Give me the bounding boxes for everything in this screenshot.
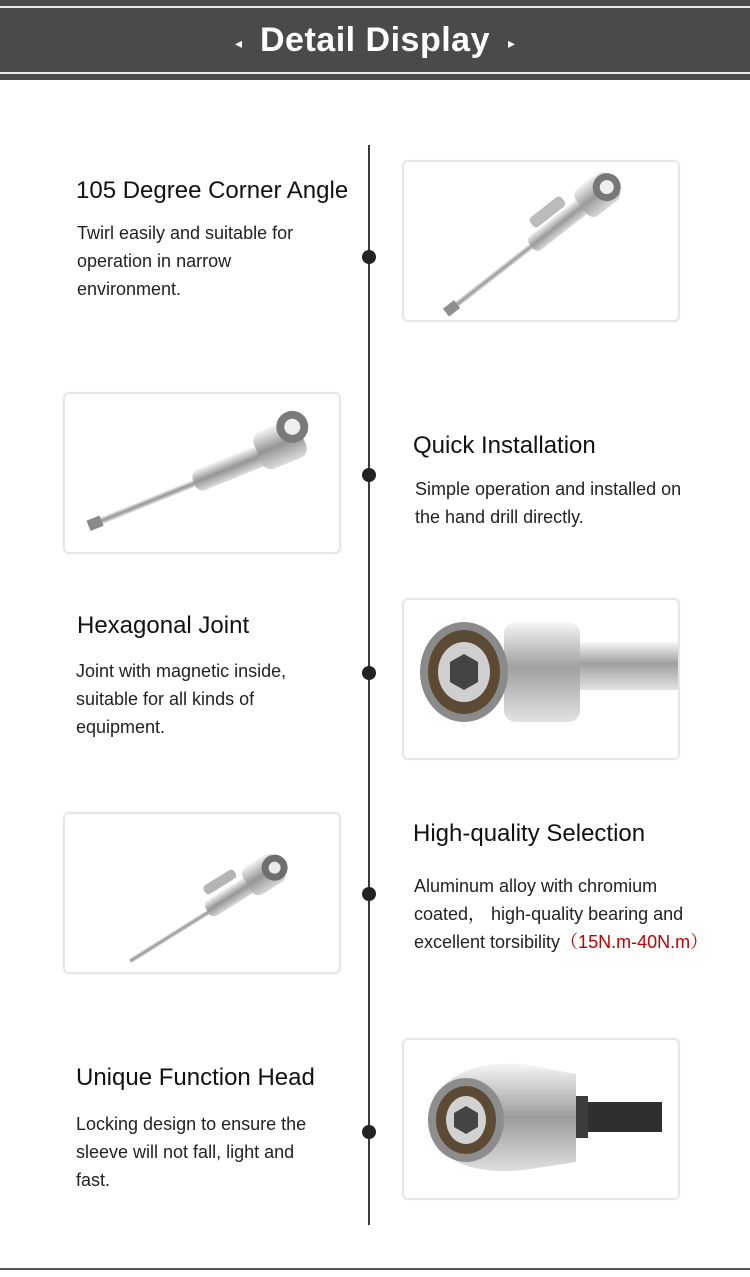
feature-heading: Unique Function Head	[76, 1064, 315, 1091]
section-header	[0, 0, 750, 80]
description-line: Locking design to ensure the	[76, 1114, 307, 1134]
description-line: equipment.	[76, 717, 166, 737]
torque-range-highlight: （15N.m-40N.m）	[560, 932, 709, 952]
product-photo-quality	[63, 812, 341, 974]
product-photo-function-head	[402, 1038, 680, 1200]
description-line	[414, 928, 708, 956]
timeline-dot	[362, 1125, 376, 1139]
feature-heading: 105 Degree Corner Angle	[76, 177, 349, 204]
description-text: excellent torsibility	[414, 932, 561, 952]
product-photo-quick-install	[63, 392, 341, 554]
description-line: sleeve will not fall, light and	[76, 1142, 295, 1162]
description-line: environment.	[77, 279, 182, 299]
right-triangle-icon: ▸	[507, 34, 516, 51]
feature-description	[77, 219, 293, 303]
description-line: the hand drill directly.	[415, 507, 584, 527]
timeline-dot	[362, 468, 376, 482]
feature-description	[76, 657, 286, 741]
description-line: Joint with magnetic inside,	[76, 661, 287, 681]
description-line: suitable for all kinds of	[76, 689, 255, 709]
description-line: coated， high-quality bearing and	[414, 904, 684, 924]
feature-description	[414, 872, 708, 956]
header-bottom-rule	[0, 72, 750, 74]
timeline-line	[368, 145, 370, 1225]
timeline-dot	[362, 887, 376, 901]
footer-rule	[0, 1268, 750, 1270]
feature-heading: High-quality Selection	[413, 820, 646, 847]
feature-heading: Hexagonal Joint	[77, 612, 250, 639]
feature-heading: Quick Installation	[413, 432, 596, 459]
header-title-row	[0, 8, 750, 72]
product-photo-hex-joint	[402, 598, 680, 760]
feature-description	[415, 475, 681, 531]
left-triangle-icon: ◂	[234, 34, 242, 51]
page-title: Detail Display	[260, 20, 490, 59]
description-line: operation in narrow	[77, 251, 232, 271]
product-photo-angle-adapter	[402, 160, 680, 322]
timeline-dot	[362, 250, 376, 264]
description-line: Simple operation and installed on	[415, 479, 682, 499]
feature-description	[76, 1110, 306, 1194]
description-line: Twirl easily and suitable for	[77, 223, 294, 243]
description-line: Aluminum alloy with chromium	[414, 876, 658, 896]
timeline-dot	[362, 666, 376, 680]
description-line: fast.	[76, 1170, 111, 1190]
